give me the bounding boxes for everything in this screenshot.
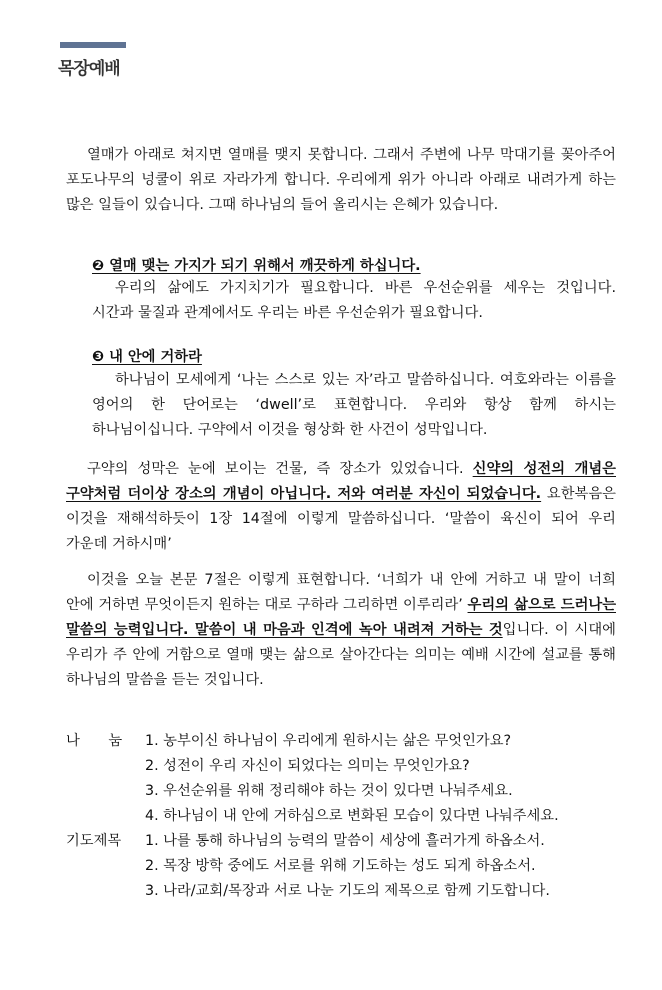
paragraph-verse-7	[66, 568, 616, 693]
section-heading-3: ❸ 내 안에 거하라	[92, 349, 202, 365]
prayer-item: 2. 목장 방학 중에도 서로를 위해 기도하는 성도 되게 하옵소서.	[145, 858, 536, 874]
prayer-item: 1. 나를 통해 하나님의 능력의 말씀이 세상에 흘러가게 하옵소서.	[145, 833, 545, 849]
prayer-item: 3. 나라/교회/목장과 서로 나눈 기도의 제목으로 함께 기도합니다.	[145, 883, 550, 899]
sharing-item: 3. 우선순위를 위해 정리해야 하는 것이 있다면 나눠주세요.	[145, 783, 513, 799]
paragraph-tabernacle-text-1: 구약의 성막은 눈에 보이는 건물, 즉 장소가 있었습니다.	[87, 461, 473, 477]
sharing-label: 나 눔	[66, 733, 123, 749]
paragraph-dwell: 하나님이 모세에게 ‘나는 스스로 있는 자’라고 말씀하십니다. 여호와라는 이름을 영어의 한 단어로는 ‘dwell’로 표현합니다. 우리와 항상 함께 하시는 하나님이십니다. 구약에서 이것을 형상화 한 사건이 성막입니다.	[92, 372, 616, 438]
paragraph-tabernacle	[66, 457, 616, 557]
paragraph-tabernacle-emphasis: 신약의 성전의 개념은 구약처럼 더이상 장소의 개념이 아닙니다. 저와 여러분 자신이 되었습니다.	[66, 461, 616, 502]
section-heading-2: ❷ 열매 맺는 가지가 되기 위해서 깨끗하게 하십니다.	[92, 258, 421, 274]
paragraph-verse-7-text-2: 입니다. 이 시대에 우리가 주 안에 거함으로 열매 맺는 삶으로 살아간다는 의미는 예배 시간에 설교를 통해 하나님의 말씀을 듣는 것입니다.	[66, 622, 616, 688]
sharing-item: 2. 성전이 우리 자신이 되었다는 의미는 무엇인가요?	[145, 758, 470, 774]
prayer-label: 기도제목	[66, 833, 122, 849]
sharing-item: 1. 농부이신 하나님이 우리에게 원하시는 삶은 무엇인가요?	[145, 733, 512, 749]
header-bar	[60, 42, 126, 48]
sharing-item: 4. 하나님이 내 안에 거하심으로 변화된 모습이 있다면 나눠주세요.	[145, 808, 559, 824]
paragraph-tabernacle-text-2: 요한복음은 이것을 재해석하듯이 1장 14절에 이렇게 말씀하십니다. ‘말씀이 육신이 되어 우리 가운데 거하시매’	[66, 486, 616, 552]
paragraph-verse-7-text-1: 이것을 오늘 본문 7절은 이렇게 표현합니다. ‘너희가 내 안에 거하고 내 말이 너희 안에 거하면 무엇이든지 원하는 대로 구하라 그리하면 이루리라’	[66, 572, 616, 613]
paragraph-priorities: 우리의 삶에도 가지치기가 필요합니다. 바른 우선순위를 세우는 것입니다. 시간과 물질과 관계에서도 우리는 바른 우선순위가 필요합니다.	[92, 280, 616, 321]
page-title: 목장예배	[58, 59, 120, 79]
paragraph-fruit-support: 열매가 아래로 쳐지면 열매를 맺지 못합니다. 그래서 주변에 나무 막대기를 꽂아주어 포도나무의 넝쿨이 위로 자라가게 합니다. 우리에게 위가 아니라 아래로 내려가게 하는 많은 일들이 있습니다. 그때 하나님의 들어 올리시는 은혜가 있습니다.	[66, 147, 616, 213]
paragraph-verse-7-emphasis: 우리의 삶으로 드러나는 말씀의 능력입니다. 말씀이 내 마음과 인격에 녹아 내려져 거하는 것	[66, 597, 616, 638]
